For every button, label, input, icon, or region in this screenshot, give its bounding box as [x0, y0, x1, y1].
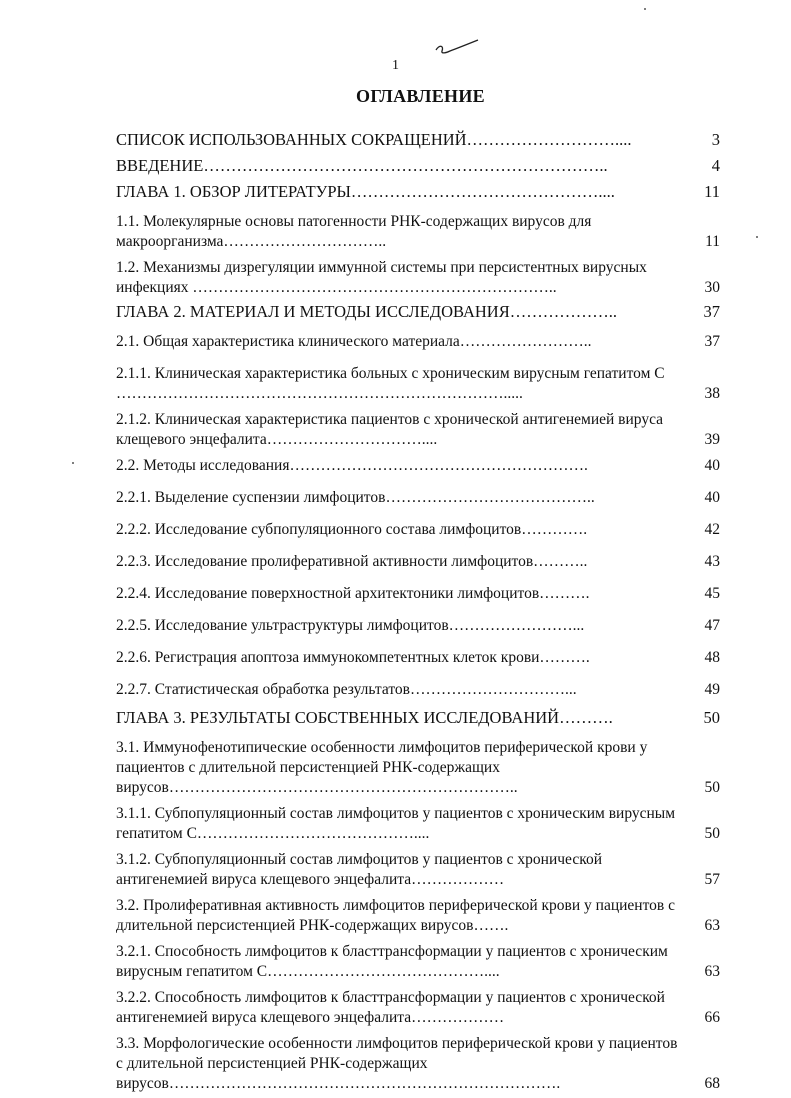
toc-entry [116, 584, 720, 604]
toc-entry-text: ГЛАВА 3. РЕЗУЛЬТАТЫ СОБСТВЕННЫХ ИССЛЕДОВАНИЙ………. [116, 708, 613, 727]
toc-entry-page: 48 [704, 649, 720, 666]
toc-entry [116, 520, 720, 540]
toc-entry-page: 3 [711, 130, 720, 149]
toc-entry-page: 63 [704, 963, 720, 980]
toc-entry-page: 4 [711, 156, 720, 175]
toc-entry-page: 63 [704, 917, 720, 934]
toc-entry-text: 2.2.4. Исследование поверхностной архитектоники лимфоцитов………. [116, 585, 590, 602]
toc-entry-text: 2.2.1. Выделение суспензии лимфоцитов………………………………….. [116, 489, 595, 506]
toc-entry-page: 68 [704, 1075, 720, 1092]
toc-entry-page: 49 [704, 681, 720, 698]
toc-entry-page: 40 [704, 457, 720, 474]
toc-entry-page: 45 [704, 585, 720, 602]
toc-entry-page: 50 [704, 825, 720, 842]
toc-entry-page: 11 [705, 233, 720, 250]
toc-entry-page: 11 [704, 182, 720, 201]
toc-entry [116, 364, 720, 404]
toc-entry-text: 3.3. Морфологические особенности лимфоцитов периферической крови у пациентов с длительной персистенцией РНК-содержащих вирусов…………………………………………………………………. [116, 1035, 678, 1092]
toc-entry-page: 42 [704, 521, 720, 538]
toc-entry-text: СПИСОК ИСПОЛЬЗОВАННЫХ СОКРАЩЕНИЙ……………………….... [116, 130, 632, 149]
toc-entry-page: 37 [703, 302, 720, 321]
toc-entry-text: 2.1. Общая характеристика клинического материала…………………….. [116, 333, 592, 350]
toc-entry-text: 1.2. Механизмы дизрегуляции иммунной системы при персистентных вирусных инфекциях …………………………………………………………….. [116, 259, 647, 296]
toc-entry-text: 3.1. Иммунофенотипические особенности лимфоцитов периферической крови у пациентов с длительной персистенцией РНК-содержащих вирусов………………………………………………………….. [116, 739, 648, 796]
toc-entry-text: 2.2.2. Исследование субпопуляционного состава лимфоцитов…………. [116, 521, 588, 538]
toc-entry-text: 2.2.6. Регистрация апоптоза иммунокомпетентных клеток крови………. [116, 649, 590, 666]
toc-entry-page: 40 [704, 489, 720, 506]
page-title: ОГЛАВЛЕНИЕ [356, 86, 485, 106]
toc-entry-page: 30 [704, 279, 720, 296]
toc-entry-text: ВВЕДЕНИЕ……………………………………………………………….. [116, 156, 608, 175]
toc-entry [116, 896, 720, 936]
page-number: 1 [392, 58, 399, 73]
toc-entry-page: 57 [704, 871, 720, 888]
toc-entry-page: 47 [704, 617, 720, 634]
toc-entry-text: 2.2.7. Статистическая обработка результатов…………………………... [116, 681, 577, 698]
toc-entry-text: 3.1.2. Субпопуляционный состав лимфоцитов у пациентов с хронической антигенемией вируса клещевого энцефалита……………… [116, 851, 602, 888]
toc-entry [116, 708, 720, 728]
toc-entry-page: 66 [704, 1009, 720, 1026]
toc-entry [116, 616, 720, 636]
toc-entry-text: 3.2. Пролиферативная активность лимфоцитов периферической крови у пациентов с длительной персистенцией РНК-содержащих вирусов……. [116, 897, 675, 934]
scan-speck [644, 8, 646, 10]
toc-entry [116, 680, 720, 700]
toc-entry [116, 302, 720, 322]
toc-entry [116, 1034, 720, 1094]
toc-entry [116, 456, 720, 476]
toc-entry-text: 2.2.5. Исследование ультраструктуры лимфоцитов……………………... [116, 617, 585, 634]
toc-entry-text: 2.2.3. Исследование пролиферативной активности лимфоцитов……….. [116, 553, 588, 570]
toc-entry-text: 2.2. Методы исследования…………………………………………………. [116, 457, 588, 474]
scan-speck [756, 236, 758, 238]
toc-entry [116, 488, 720, 508]
table-of-contents [116, 130, 720, 1098]
toc-entry-page: 39 [704, 431, 720, 448]
scan-speck [72, 462, 74, 464]
toc-entry [116, 850, 720, 890]
toc-entry-text: 3.2.1. Способность лимфоцитов к бласттрансформации у пациентов с хроническим вирусным гепатитом С…………………………………….... [116, 943, 668, 980]
toc-entry-page: 37 [704, 333, 720, 350]
toc-entry [116, 332, 720, 352]
toc-entry [116, 988, 720, 1028]
toc-entry-text: ГЛАВА 1. ОБЗОР ЛИТЕРАТУРЫ……………………………………….... [116, 182, 615, 201]
toc-entry-text: ГЛАВА 2. МАТЕРИАЛ И МЕТОДЫ ИССЛЕДОВАНИЯ……………….. [116, 302, 617, 321]
toc-entry [116, 258, 720, 298]
toc-entry-page: 50 [703, 708, 720, 727]
toc-entry-page: 50 [704, 779, 720, 796]
toc-entry [116, 804, 720, 844]
toc-entry-page: 43 [704, 553, 720, 570]
toc-entry-text: 1.1. Молекулярные основы патогенности РНК-содержащих вирусов для макроорганизма………………………….. [116, 213, 592, 250]
toc-entry-text: 2.1.2. Клиническая характеристика пациентов с хронической антигенемией вируса клещевого энцефалита………………………….... [116, 411, 664, 448]
toc-entry [116, 182, 720, 202]
toc-entry [116, 130, 720, 150]
toc-entry [116, 942, 720, 982]
toc-entry-page: 38 [704, 385, 720, 402]
toc-entry-text: 2.1.1. Клиническая характеристика больных с хроническим вирусным гепатитом С …………………………………………………………………..... [116, 365, 665, 402]
toc-entry [116, 738, 720, 798]
toc-entry [116, 648, 720, 668]
toc-entry-text: 3.2.2. Способность лимфоцитов к бласттрансформации у пациентов с хронической антигенемией вируса клещевого энцефалита……………… [116, 989, 665, 1026]
toc-entry [116, 410, 720, 450]
toc-entry-text: 3.1.1. Субпопуляционный состав лимфоцитов у пациентов с хроническим вирусным гепатитом С…………………………………….... [116, 805, 676, 842]
toc-entry [116, 552, 720, 572]
handwritten-mark [432, 36, 482, 60]
toc-entry [116, 156, 720, 176]
toc-entry [116, 212, 720, 252]
